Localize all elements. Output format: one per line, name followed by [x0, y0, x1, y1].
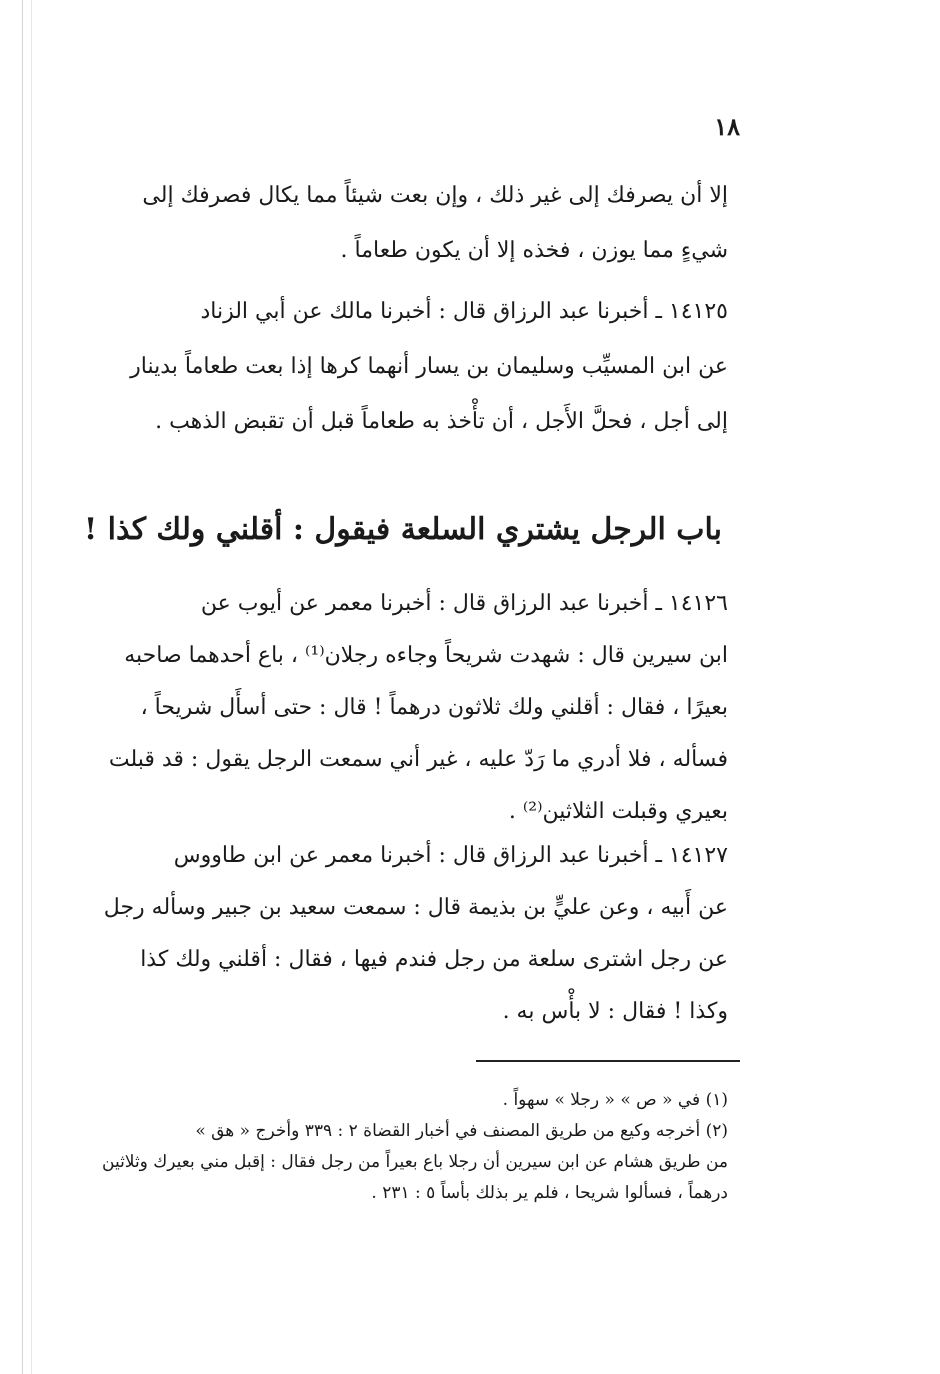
text-line: شيءٍ مما يوزن ، فخذه إلا أن يكون طعاماً .	[340, 238, 728, 263]
scan-edge-line	[31, 0, 32, 1374]
hadith-14125	[78, 284, 728, 449]
chapter-title: باب الرجل يشتري السلعة فيقول : أقلني ولك كذا !	[84, 512, 722, 547]
text-line: عن ابن المسيِّب وسليمان بن يسار أنهما كرها إذا بعت طعاماً بدينار	[130, 354, 728, 379]
footnote-line: (٢) أخرجه وكيع من طريق المصنف في أخبار القضاة ٢ : ٣٣٩ وأخرج « هق »	[195, 1121, 728, 1141]
text-line: عن رجل اشترى سلعة من رجل فندم فيها ، فقال : أقلني ولك كذا	[140, 947, 728, 972]
hadith-14126	[78, 578, 728, 838]
scan-edge-line	[22, 0, 23, 1374]
text-line: فسأله ، فلا أدري ما رَدّ عليه ، غير أني سمعت الرجل يقول : قد قبلت	[108, 747, 728, 772]
text-line: إلا أن يصرفك إلى غير ذلك ، وإن بعت شيئاً مما يكال فصرفك إلى	[142, 183, 728, 208]
footnotes	[78, 1085, 728, 1209]
footnote-line: من طريق هشام عن ابن سيرين أن رجلا باع بعيراً من رجل فقال : إقبل مني بعيرك وثلاثين	[102, 1152, 728, 1172]
text-line: وكذا ! فقال : لا بأْس به .	[502, 999, 728, 1024]
text-line: ١٤١٢٦ ـ أخبرنا عبد الرزاق قال : أخبرنا معمر عن أيوب عن	[200, 591, 728, 616]
text-line: إلى أجل ، فحلَّ الأَجل ، أن تأْخذ به طعاماً قبل أن تقبض الذهب .	[155, 409, 728, 434]
text-line: بعيري وقبلت الثلاثين⁽²⁾ .	[508, 799, 728, 824]
text-line: عن أَبيه ، وعن عليٍّ بن بذيمة قال : سمعت سعيد بن جبير وسأله رجل	[103, 895, 728, 920]
text-line: بعيرًا ، فقال : أقلني ولك ثلاثون درهماً ! قال : حتى أسأَل شريحاً ،	[140, 695, 728, 720]
footnote-line: درهماً ، فسألوا شريحا ، فلم ير بذلك بأساً ٥ : ٢٣١ .	[371, 1183, 728, 1203]
text-line: ابن سيرين قال : شهدت شريحاً وجاءه رجلان⁽¹⁾ ، باع أحدهما صاحبه	[124, 643, 728, 668]
text-line: ١٤١٢٧ ـ أخبرنا عبد الرزاق قال : أخبرنا معمر عن ابن طاووس	[173, 843, 728, 868]
text-line: ١٤١٢٥ ـ أخبرنا عبد الرزاق قال : أخبرنا مالك عن أبي الزناد	[200, 299, 728, 324]
hadith-14127	[78, 830, 728, 1038]
page-number: ١٨	[714, 112, 740, 141]
footnote-line: (١) في « ص » « رجلا » سهواً .	[502, 1090, 728, 1110]
document-page	[78, 0, 740, 1374]
paragraph-continuation	[78, 168, 728, 278]
footnote-divider	[476, 1060, 740, 1062]
